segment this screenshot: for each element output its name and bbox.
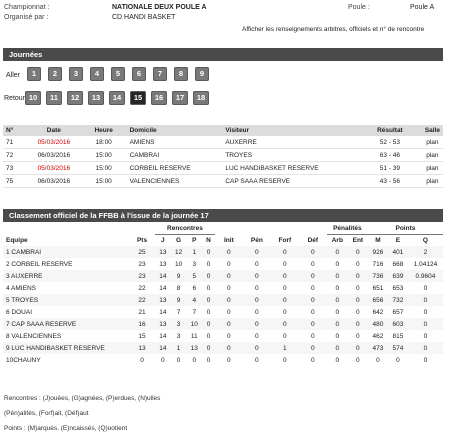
classement-cell: 0 (243, 342, 271, 354)
team-name: 8 VALENCIENNES (6, 332, 62, 340)
classement-cell: 0 (356, 260, 360, 268)
classement-cell: 0 (327, 270, 348, 282)
classement-cell: 3 (171, 318, 187, 330)
championnat-label: Championnat : (4, 4, 50, 11)
classement-cell: 0 (335, 308, 340, 316)
classement-cell: 0 (243, 246, 271, 258)
team-name: 10CHAUNY (6, 356, 41, 364)
legend-penalites: (Pén)alités, (Forf)ait, (Déf)aut (4, 410, 89, 417)
match-resultat: 43 - 56 (358, 175, 422, 188)
classement-cell: 1.04124 (413, 260, 438, 268)
classement-col-ent: Ent (352, 236, 364, 244)
organise-value: CD HANDI BASKET (112, 14, 176, 21)
classement-cell: 0 (215, 294, 243, 306)
matches-header-row (3, 125, 443, 136)
classement-cell: 0 (348, 294, 368, 306)
classement-cell: 3 (192, 260, 197, 268)
classement-cell: 716 (372, 260, 384, 268)
journee-button-16[interactable]: 16 (151, 91, 167, 105)
classement-cell: 0 (348, 342, 368, 354)
team-name: 5 TROYES (3, 294, 129, 306)
classement-cell: 0 (396, 356, 400, 364)
classement-cell: 0 (243, 270, 271, 282)
classement-row (3, 246, 443, 258)
classement-cell: 0 (283, 332, 287, 340)
classement-col-equipe: Equipe (6, 236, 28, 244)
classement-cell: 7 (176, 308, 181, 316)
match-salle-link[interactable]: plan (422, 136, 443, 149)
classement-cell: 2 (408, 246, 443, 258)
classement-col-m: M (375, 236, 381, 244)
classement-cell: 0 (327, 294, 348, 306)
classement-cell: 9 (171, 294, 187, 306)
classement-cell: 0 (215, 342, 243, 354)
classement-row (3, 342, 443, 354)
journee-button-5[interactable]: 5 (111, 67, 125, 81)
championnat-value: NATIONALE DEUX POULE A (112, 4, 207, 11)
team-name: 2 CORBEIL RESERVE (6, 260, 73, 268)
match-num: 72 (3, 149, 27, 162)
classement-cell: 0 (299, 294, 327, 306)
classement-cell: 0 (356, 284, 360, 292)
classement-cell: 0 (202, 246, 215, 258)
journee-button-17[interactable]: 17 (172, 91, 188, 105)
classement-cell: 3 (176, 332, 181, 340)
classement-cell: 0 (327, 342, 348, 354)
classement-cell: 0 (202, 294, 215, 306)
classement-cell: 5 (186, 270, 202, 282)
classement-cell: 14 (159, 332, 167, 340)
match-salle-link[interactable]: plan (422, 175, 443, 188)
classement-cell: 8 (176, 284, 181, 292)
classement-cell: 0 (255, 308, 259, 316)
classement-cell: 0 (423, 356, 428, 364)
journee-button-15[interactable]: 15 (130, 91, 146, 105)
classement-cell: 16 (129, 318, 155, 330)
matches-table (3, 125, 443, 188)
match-row (3, 136, 443, 149)
match-row (3, 162, 443, 175)
classement-cell: 0 (327, 318, 348, 330)
classement-cell: 657 (392, 308, 404, 316)
classement-cell: 0 (423, 308, 428, 316)
classement-cell: 0 (348, 318, 368, 330)
col-visiteur: Visiteur (225, 127, 250, 134)
classement-cell: 0 (255, 356, 259, 364)
classement-cell: 0 (327, 246, 348, 258)
classement-cell: 0 (161, 356, 165, 364)
classement-cell: 642 (372, 308, 384, 316)
classement-col-e: E (395, 236, 401, 244)
classement-cell: 0 (227, 332, 231, 340)
classement-cell: 10 (174, 260, 183, 268)
team-name: 7 CAP SAAA RESERVE (3, 318, 129, 330)
journee-button-1[interactable]: 1 (27, 67, 41, 81)
group-penalites: Pénalités (327, 223, 368, 234)
col-resultat: Résultat (377, 127, 403, 134)
classement-cell: 603 (388, 318, 408, 330)
classement-col-g: G (176, 236, 182, 244)
classement-table (3, 223, 443, 366)
classement-cell: 0 (206, 356, 211, 364)
group-rencontres: Rencontres (155, 223, 215, 234)
classement-header: Classement officiel de la FFBB à l'issue de la journée 17 (3, 209, 443, 222)
match-heure: 15:00 (81, 175, 127, 188)
classement-row (3, 258, 443, 270)
journee-button-3[interactable]: 3 (69, 67, 83, 81)
match-domicile: AMIENS (127, 136, 223, 149)
classement-cell: 0 (243, 318, 271, 330)
team-name: 6 DOUAI (6, 308, 33, 316)
classement-cell: 1 (186, 246, 202, 258)
retour-label: Retour (4, 95, 26, 102)
classement-cell: 4 (186, 294, 202, 306)
legend-points: Points : (M)arqués, (E)ncaissés, (Q)uotient (4, 425, 128, 432)
classement-cell: 656 (368, 294, 388, 306)
classement-cell: 23 (138, 260, 146, 268)
journee-button-4[interactable]: 4 (90, 67, 104, 81)
classement-cell: 651 (372, 284, 384, 292)
classement-cell: 0 (243, 294, 271, 306)
classement-cell: 0 (227, 356, 231, 364)
classement-col-init: Init (223, 236, 234, 244)
classement-cell: 0 (299, 270, 327, 282)
classement-cell: 22 (129, 294, 155, 306)
journee-button-7[interactable]: 7 (153, 67, 167, 81)
classement-cell: 0 (311, 260, 315, 268)
match-num: 75 (3, 175, 27, 188)
classement-cell: 13 (129, 342, 155, 354)
match-date: 06/03/2016 (27, 149, 81, 162)
classement-cell: 0 (206, 284, 211, 292)
classement-cell: 14 (155, 270, 171, 282)
classement-col-forf: Forf (278, 236, 292, 244)
classement-cell: 0 (348, 246, 368, 258)
match-visiteur: TROYES (222, 149, 358, 162)
journee-button-8[interactable]: 8 (174, 67, 188, 81)
journee-button-10[interactable]: 10 (25, 91, 41, 105)
classement-cell: 926 (368, 246, 388, 258)
col-date: Date (46, 127, 61, 134)
classement-cell: 0 (202, 318, 215, 330)
classement-cell: 0 (299, 318, 327, 330)
classement-cell: 736 (368, 270, 388, 282)
journee-button-18[interactable]: 18 (193, 91, 209, 105)
classement-cell: 13 (155, 246, 171, 258)
group-points: Points (368, 223, 443, 234)
classement-cell: 0 (423, 332, 428, 340)
classement-row (3, 270, 443, 282)
team-name: 3 AUXERRE (3, 270, 129, 282)
match-row (3, 149, 443, 162)
classement-cell: 0 (176, 356, 181, 364)
classement-cell: 13 (186, 342, 202, 354)
classement-cell: 0 (299, 342, 327, 354)
classement-cell: 0 (356, 308, 360, 316)
classement-cell: 0 (408, 294, 443, 306)
show-details-link[interactable]: Afficher les renseignements arbitres, officiels et n° de rencontre (242, 26, 425, 33)
journee-button-14[interactable]: 14 (109, 91, 125, 105)
classement-cell: 7 (192, 308, 197, 316)
match-salle-link[interactable]: plan (422, 162, 443, 175)
match-domicile: CAMBRAI (127, 149, 223, 162)
classement-row (3, 330, 443, 342)
classement-row (3, 294, 443, 306)
match-resultat: 51 - 39 (358, 162, 422, 175)
match-date: 06/03/2016 (27, 175, 81, 188)
classement-cell: 473 (368, 342, 388, 354)
journee-button-12[interactable]: 12 (67, 91, 83, 105)
col-domicile: Domicile (129, 127, 157, 134)
classement-cell: 0 (215, 318, 243, 330)
classement-cell: 653 (392, 284, 404, 292)
match-row (3, 175, 443, 188)
team-name: 1 CAMBRAI (3, 246, 129, 258)
classement-cell: 0 (206, 308, 211, 316)
classement-cell: 0 (206, 260, 211, 268)
classement-cell: 0 (356, 332, 360, 340)
journee-button-11[interactable]: 11 (46, 91, 62, 105)
classement-cell: 11 (190, 332, 198, 340)
classement-cell: 0 (227, 284, 231, 292)
classement-cell: 9 (171, 270, 187, 282)
classement-cell: 0 (283, 260, 287, 268)
classement-cell: 25 (129, 246, 155, 258)
classement-cell: 23 (129, 270, 155, 282)
classement-cell: 0 (408, 318, 443, 330)
classement-cell: 0 (311, 284, 315, 292)
classement-row (3, 306, 443, 318)
classement-cell: 815 (392, 332, 404, 340)
classement-cell: 0 (335, 332, 340, 340)
classement-cell: 0 (335, 260, 340, 268)
team-name: 9 LUC HANDIBASKET RESERVE (3, 342, 129, 354)
col-heure: Heure (94, 127, 113, 134)
classement-cell: 0 (206, 332, 211, 340)
classement-cell: 10 (186, 318, 202, 330)
classement-cell: 0 (408, 342, 443, 354)
classement-cell: 0 (376, 356, 380, 364)
classement-cell: 22 (138, 284, 146, 292)
classement-col-pts: Pts (136, 236, 148, 244)
classement-cell: 14 (159, 284, 167, 292)
classement-cell: 0 (202, 342, 215, 354)
classement-col-q: Q (422, 236, 428, 244)
match-heure: 15:00 (81, 149, 127, 162)
classement-cell: 21 (138, 308, 146, 316)
team-name: 4 AMIENS (6, 284, 36, 292)
classement-cell: 574 (388, 342, 408, 354)
journee-button-2[interactable]: 2 (48, 67, 62, 81)
classement-cell: 0 (215, 270, 243, 282)
journees-header: Journées (3, 48, 443, 61)
classement-cell: 0 (283, 308, 287, 316)
classement-cell: 668 (392, 260, 404, 268)
classement-cell: 0 (283, 356, 287, 364)
classement-col-j: J (161, 236, 165, 244)
classement-cell: 0 (227, 308, 231, 316)
classement-cell: 0 (311, 356, 315, 364)
classement-cell: 0 (271, 294, 299, 306)
match-heure: 18:00 (81, 136, 127, 149)
classement-cell: 14 (159, 308, 167, 316)
journee-button-13[interactable]: 13 (88, 91, 104, 105)
classement-col-p: P (192, 236, 197, 244)
journee-button-9[interactable]: 9 (195, 67, 209, 81)
classement-cell: 0 (356, 356, 360, 364)
classement-cell: 0 (227, 260, 231, 268)
classement-cell: 14 (155, 342, 171, 354)
match-heure: 15:00 (81, 162, 127, 175)
match-visiteur: AUXERRE (222, 136, 358, 149)
classement-cell: 401 (388, 246, 408, 258)
classement-cell: 12 (171, 246, 187, 258)
journee-button-6[interactable]: 6 (132, 67, 146, 81)
classement-cell: 0 (311, 308, 315, 316)
classement-cell: 0 (192, 356, 197, 364)
classement-cell: 0 (299, 246, 327, 258)
match-num: 73 (3, 162, 27, 175)
match-salle-link[interactable]: plan (422, 149, 443, 162)
classement-cell: 0 (348, 270, 368, 282)
classement-cell: 13 (155, 294, 171, 306)
classement-cell: 0 (311, 332, 315, 340)
classement-cell: 0 (335, 356, 340, 364)
match-domicile: CORBEIL RESERVE (127, 162, 223, 175)
classement-col-arb: Arb (331, 236, 343, 244)
classement-cell: 6 (192, 284, 197, 292)
classement-cell: 13 (159, 260, 167, 268)
classement-cell: 0 (140, 356, 144, 364)
classement-cell: 732 (388, 294, 408, 306)
col-salle: Salle (424, 127, 440, 134)
classement-cell: 0 (255, 260, 259, 268)
classement-col-n: N (206, 236, 211, 244)
classement-row (3, 282, 443, 294)
classement-cell: 0 (255, 332, 259, 340)
match-visiteur: LUC HANDIBASKET RESERVE (222, 162, 358, 175)
classement-cell: 13 (155, 318, 171, 330)
aller-label: Aller (6, 72, 21, 79)
classement-cell: 15 (138, 332, 146, 340)
classement-cell: 0 (215, 246, 243, 258)
classement-cell: 0 (423, 284, 428, 292)
classement-cell: 0 (271, 270, 299, 282)
classement-row (3, 354, 443, 366)
organise-label: Organisé par : (4, 14, 49, 21)
match-resultat: 52 - 53 (358, 136, 422, 149)
classement-cell: 639 (388, 270, 408, 282)
classement-cell: 1 (171, 342, 187, 354)
classement-cell: 0 (335, 284, 340, 292)
poule-label: Poule : (348, 4, 370, 11)
classement-row (3, 318, 443, 330)
match-num: 71 (3, 136, 27, 149)
match-domicile: VALENCIENNES (127, 175, 223, 188)
legend-rencontres: Rencontres : (J)ouées, (G)agnées, (P)erdues, (N)ulles (4, 395, 161, 402)
col-num: N° (6, 127, 14, 134)
match-date: 05/03/2016 (27, 136, 81, 149)
classement-cell: 0 (202, 270, 215, 282)
classement-cell: 0 (283, 284, 287, 292)
match-date: 05/03/2016 (27, 162, 81, 175)
classement-cell: 0.9604 (408, 270, 443, 282)
poule-value: Poule A (410, 4, 435, 11)
classement-cell: 462 (372, 332, 384, 340)
match-visiteur: CAP SAAA RESERVE (222, 175, 358, 188)
classement-cell: 1 (271, 342, 299, 354)
classement-cell: 0 (255, 284, 259, 292)
classement-col-pn: Pén (250, 236, 263, 244)
classement-cell: 0 (271, 318, 299, 330)
match-resultat: 63 - 46 (358, 149, 422, 162)
classement-cell: 480 (368, 318, 388, 330)
classement-col-df: Déf (307, 236, 319, 244)
classement-cell: 0 (271, 246, 299, 258)
